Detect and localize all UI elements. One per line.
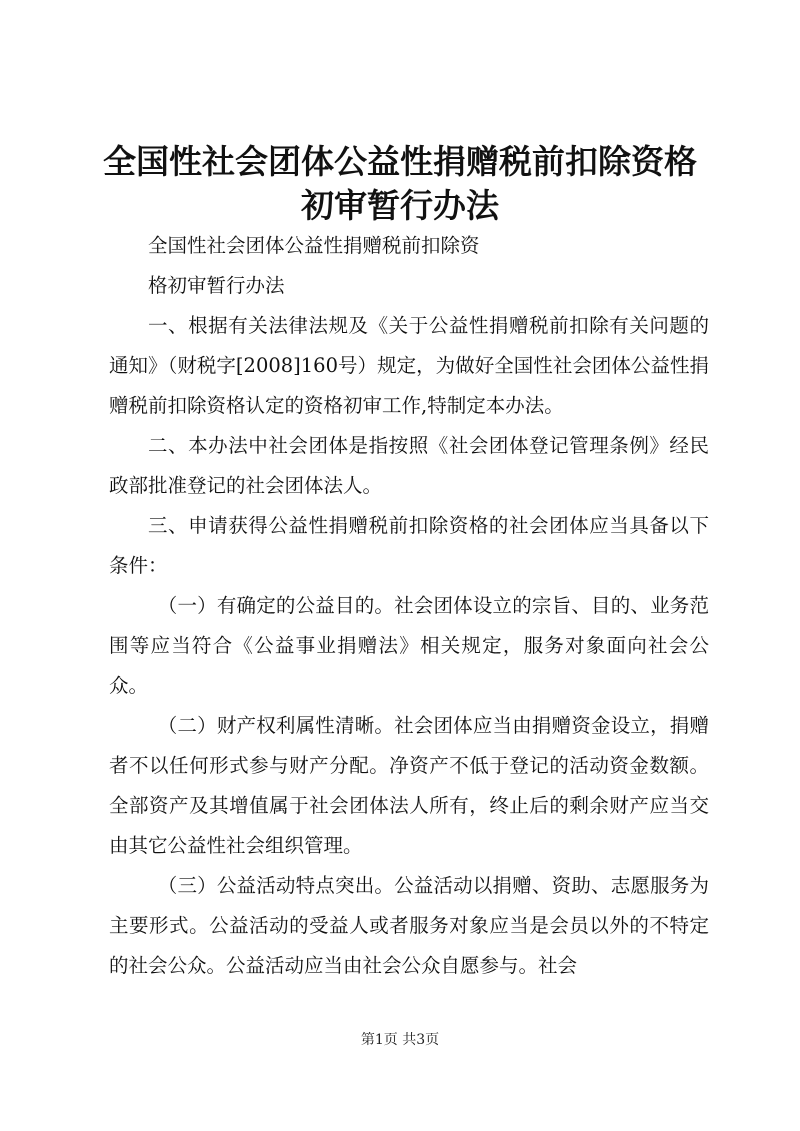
paragraph-condition-3: （三）公益活动特点突出。公益活动以捐赠、资助、志愿服务为主要形式。公益活动的受益人或者服务对象应当是会员以外的不特定的社会公众。公益活动应当由社会公众自愿参与。社会 [109,874,709,977]
page-number: 第1页 共3页 [360,1032,440,1048]
paragraph-title-line-1: 全国性社会团体公益性捐赠税前扣除资 [148,234,480,257]
paragraph-condition-2: （二）财产权利属性清晰。社会团体应当由捐赠资金设立，捐赠者不以任何形式参与财产分配。净资产不低于登记的活动资金数额。全部资产及其增值属于社会团体法人所有，终止后的剩余财产应当交由其它公益性社会组织管理。 [109,714,709,857]
paragraph-article-3: 三、申请获得公益性捐赠税前扣除资格的社会团体应当具备以下条件： [109,514,709,577]
document-title: 全国性社会团体公益性捐赠税前扣除资格初审暂行办法 [103,142,697,225]
document-body [109,226,709,986]
paragraph-condition-1: （一）有确定的公益目的。社会团体设立的宗旨、目的、业务范围等应当符合《公益事业捐赠法》相关规定，服务对象面向社会公众。 [109,594,709,697]
paragraph-title-line-2: 格初审暂行办法 [148,274,285,297]
paragraph-article-1: 一、根据有关法律法规及《关于公益性捐赠税前扣除有关问题的通知》（财税字[2008]160号）规定，为做好全国性社会团体公益性捐赠税前扣除资格认定的资格初审工作,特制定本办法。 [109,314,709,417]
paragraph-article-2: 二、本办法中社会团体是指按照《社会团体登记管理条例》经民政部批准登记的社会团体法人。 [109,434,709,497]
